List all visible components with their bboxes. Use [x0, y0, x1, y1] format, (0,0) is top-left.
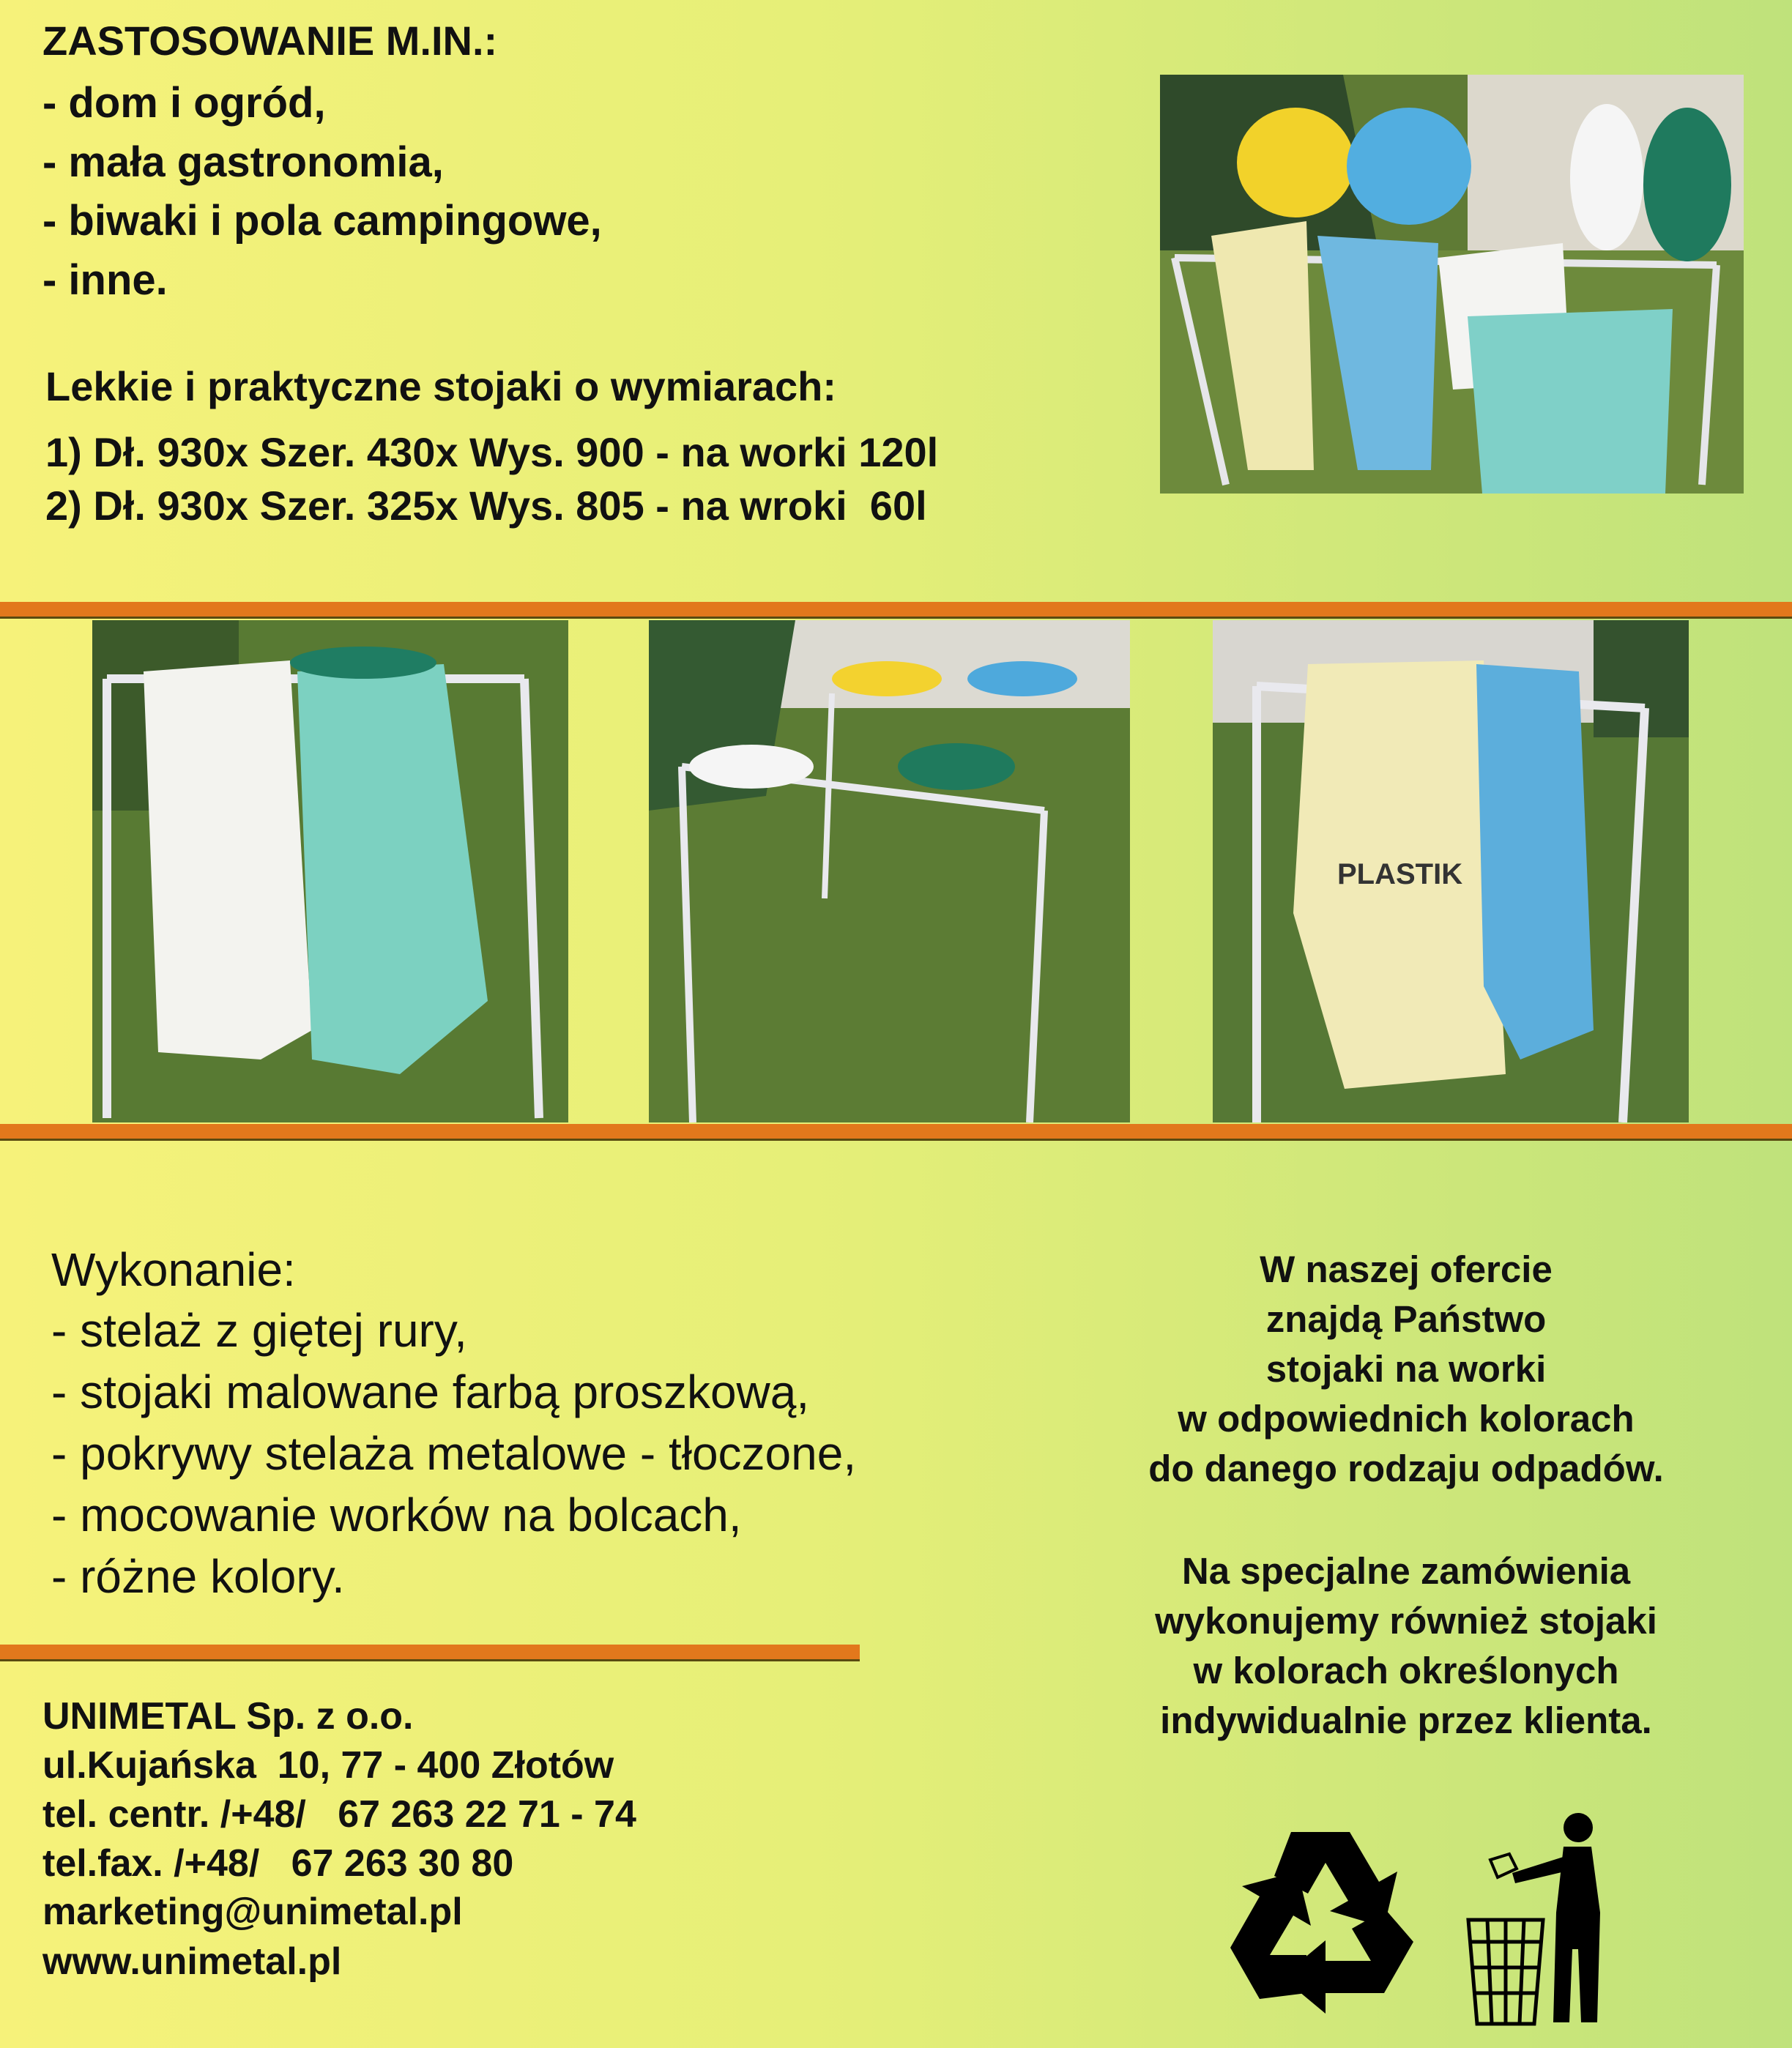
- plastik-bag-stand-photo: [1213, 620, 1689, 1122]
- dimension-item: 2) Dł. 930x Szer. 325x Wys. 805 - na wroki 60l: [45, 483, 927, 529]
- four-lid-stand-photo: [649, 620, 1130, 1122]
- use-item: - inne.: [42, 256, 168, 304]
- two-bag-stand-photo: [92, 620, 568, 1122]
- dimensions-title: Lekkie i praktyczne stojaki o wymiarach:: [45, 363, 837, 409]
- construction-item: - mocowanie worków na bolcach,: [51, 1489, 742, 1541]
- accent-divider: [0, 1124, 1792, 1139]
- construction-item: - stojaki malowane farbą proszkową,: [51, 1366, 810, 1418]
- offer-line: W naszej ofercie: [1260, 1248, 1553, 1290]
- custom-order-paragraph: [1040, 1546, 1772, 1746]
- accent-divider-shadow: [0, 617, 1792, 619]
- accent-divider: [0, 602, 1792, 617]
- company-name: UNIMETAL Sp. z o.o.: [42, 1695, 414, 1738]
- accent-divider-short: [0, 1645, 860, 1659]
- accent-divider-shadow: [0, 1659, 860, 1661]
- offer-line: Na specjalne zamówienia: [1181, 1550, 1631, 1592]
- offer-line: indywidualnie przez klienta.: [1160, 1699, 1652, 1741]
- offer-line: w kolorach określonych: [1193, 1650, 1619, 1691]
- offer-line: znajdą Państwo: [1265, 1298, 1547, 1340]
- recycle-icon: [1222, 1817, 1434, 2022]
- accent-divider-shadow: [0, 1139, 1792, 1141]
- company-fax: tel.fax. /+48/ 67 263 30 80: [42, 1842, 514, 1885]
- svg-text:PLASTIK: PLASTIK: [1337, 858, 1463, 890]
- company-website[interactable]: www.unimetal.pl: [42, 1940, 342, 1983]
- construction-item: - różne kolory.: [51, 1550, 345, 1603]
- company-email[interactable]: marketing@unimetal.pl: [42, 1891, 463, 1933]
- use-item: - biwaki i pola campingowe,: [42, 197, 602, 245]
- dimension-item: 1) Dł. 930x Szer. 430x Wys. 900 - na worki 120l: [45, 429, 939, 475]
- company-address: ul.Kujańska 10, 77 - 400 Złotów: [42, 1744, 614, 1787]
- construction-item: - stelaż z giętej rury,: [51, 1304, 467, 1357]
- construction-heading: Wykonanie:: [51, 1243, 296, 1296]
- use-item: - dom i ogród,: [42, 79, 326, 127]
- litter-bin-person-icon: [1461, 1810, 1637, 2030]
- company-phone: tel. centr. /+48/ 67 263 22 71 - 74: [42, 1793, 636, 1836]
- construction-item: - pokrywy stelaża metalowe - tłoczone,: [51, 1427, 857, 1480]
- intro-heading: ZASTOSOWANIE M.IN.:: [42, 18, 498, 64]
- offer-paragraph: [1040, 1245, 1772, 1494]
- waste-bag-stands-with-lids-photo: [1160, 75, 1744, 494]
- offer-line: stojaki na worki: [1265, 1348, 1547, 1390]
- use-item: - mała gastronomia,: [42, 138, 444, 186]
- offer-line: wykonujemy również stojaki: [1155, 1600, 1657, 1642]
- offer-line: do danego rodzaju odpadów.: [1148, 1448, 1664, 1489]
- offer-line: w odpowiednich kolorach: [1178, 1398, 1635, 1440]
